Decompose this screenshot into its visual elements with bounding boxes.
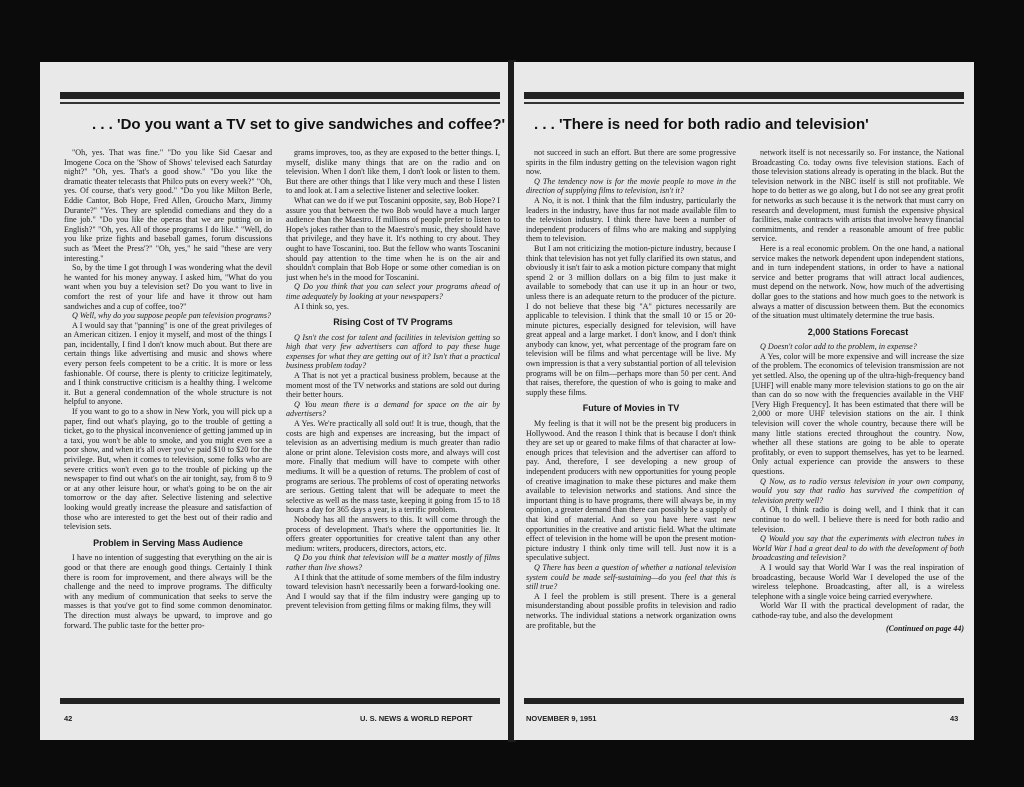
bottom-rule [524,698,964,704]
subheading: Problem in Serving Mass Audience [93,537,243,548]
paragraph: But I am not criticizing the motion-picture industry, because I think that television has not yet fully clarified its own status, and obviously it isn't fair to ask a motion picture company that might spend 2 or 3 million dollars on a big film to just make it available to somebody that can use it up in an hour or two, unless there is an adequate return to the producer of the picture. I do not believe that these big "A" pictures necessarily are applicable to television. I think that the small 10 or 15 or 20-minute pictures, especially designed for television, will have great appeal and a large market. I don't know, and I don't think anybody can know, yet, what percentage of the program fare on television will be films and what percentage will be live. My own impression is that a very substantial portion of all television programs will be on film—perhaps more than 50 per cent. And that raises, therefore, the question of who is going to make and supply these films. [526,243,736,397]
question-paragraph: Q You mean there is a demand for space on the air by advertisers? [286,399,500,419]
left-column-2 [286,148,500,696]
paragraph: My feeling is that it will not be the present big producers in Hollywood. And the reason I think that is because I don't think they are set up or geared to make films of that character at low-enough prices that television and the advertiser can afford to pay. And, therefore, I see developing a new group of independent producers with new opportunities for young people of creative imagination to make these pictures and make them available to television networks and stations. And since the important thing is to have programs, there will always be, in my opinion, a greater demand than there can possibly be a supply of that kind of material. And so you have here vast new opportunities in the creative and artistic field. What the ultimate effect of television in the home will be upon the present motion-picture industry I think only time will tell. Just now it is a speculative subject. [526,419,736,563]
question-paragraph: Q Well, why do you suppose people pan television programs? [72,311,272,321]
paragraph: World War II with the practical development of radar, the cathode-ray tube, and also the development [752,601,964,620]
paragraph: A Yes, color will be more expensive and will increase the size of the problem. The economics of television transmission are not yet settled. Also, the opening up of the ultra-high-frequency band [UHF] will enable many more television stations to go on the air than can do so now with the frequencies available in the VHF [Very High Frequency]. It has been estimated that there will be 2,000 or more UHF television stations on the air. I think television will cover the whole country, because there will be many little stations erected throughout the country. Now, whether all these stations are going to be able to operate profitably, or even to support themselves, has yet to be learned. Only actual experience can provide the answers to these questions. [752,351,964,476]
paragraph: I have no intention of suggesting that everything on the air is good or that there are enough good things. Certainly I think there is room for improvement, and there always will be the challenge and the need to improve programs. The difficulty with any medium of communication that seeks to serve the masses is that you've got to find some common denominator. The direction must always be upward, to improve and go forward. The public taste for the better pro- [64,553,272,630]
paragraph: A Oh, I think radio is doing well, and I think that it can continue to do well. I believe there is need for both radio and television. [752,505,964,534]
right-headline: . . . 'There is need for both radio and television' [534,116,869,133]
question-paragraph: Q The tendency now is for the movie people to move in the direction of supplying films to television, isn't it? [526,176,736,196]
paragraph: A I think that the attitude of some members of the film industry toward television hasn't necessarily been a forward-looking one. And I would say that if the film industry were ganging up to prevent television from getting films or making films, they will [286,572,500,611]
paragraph: A No, it is not. I think that the film industry, particularly the leaders in the industry, have thus far not made available film to the television industry. I think there have been a number of independent producers of films who are making and supplying them to television. [526,195,736,244]
subheading: Rising Cost of TV Programs [333,317,453,328]
page-number-left: 42 [64,714,73,723]
paragraph: If you want to go to a show in New York, you will pick up a paper, find out what's playing, go to the trouble of getting a ticket, go to the physical inconvenience of getting jammed up in a taxi, you won't be able to smoke, and you might even see a poor show, and when it's all over you've paid $10 to $20 for the privilege. But, when it comes to television, some folks who are severe critics won't even go to the trouble of picking up the newspaper to find out what's on the air tonight, say, from 8 to 9 or at any other leisure hour, or what's going to be on the air tomorrow or the day after. Selective listening and selective looking would greatly increase the pleasure and satisfaction of those who are interested to get the best out of their radio and television sets. [64,407,272,532]
continued-note: (Continued on page 44) [885,623,964,633]
paragraph: A I feel the problem is still present. There is a general misunderstanding about possible profits in television and radio networks. The individual stations a network organization owns are profitable, but the [526,591,736,630]
paragraph: A I would say that World War I was the real inspiration of broadcasting, because World War I developed the use of the wireless telephone. Broadcasting, after all, is a wireless telephone with a single voice being carried everywhere. [752,562,964,601]
paragraph: not succeed in such an effort. But there are some progressive spirits in the film industry getting on the television wagon right now. [526,148,736,177]
question-paragraph: Q Do you think that television will be a matter mostly of films rather than live shows? [286,553,500,572]
question-paragraph: Q Doesn't color add to the problem, in expense? [760,342,917,352]
subheading: Future of Movies in TV [582,403,680,414]
question-paragraph: Q There has been a question of whether a national television system could be made self-sustaining—do you feel that this is still true? [526,562,736,592]
top-rule [524,92,964,99]
paragraph: grams improves, too, as they are exposed to the better things. I, myself, dislike many things that are on the radio and on television. When I don't like them, I don't look or listen to them. But there are other things that I like very much and these I listen to and look at. I am a selective listener and selective looker. [286,148,500,196]
paragraph: network itself is not necessarily so. For instance, the National Broadcasting Co. today owns five television stations. Each of those television stations already is operating in the black. But the television network in the NBC itself is still not profitable. We hope to do better as we go along, but I do not see any great profit for networks as such because it is the network that must carry on research and development, must furnish the expensive physical facilities, make contracts with artists that involve heavy financial commitments, and render a reasonable amount of free public service. [752,148,964,244]
paragraph: "Oh, yes. That was fine." "Do you like Sid Caesar and Imogene Coca on the 'Show of Shows' televised each Saturday night?" "Oh, yes. That's a good show." "Do you like the dramatic theater telecasts that Philco puts on every week?" "Oh, yes. Of course, that's very good." "Do you like Milton Berle, Eddie Cantor, Bob Hope, Fred Allen, Groucho Marx, Jimmy Durante?" "Yes. They are splendid comedians and they do a fine job." "Do you like the operas that we are putting on in English?" "Oh, yes. All of those programs I do like." "Well, do you like prize fights and baseball games, forum discussions such as 'Meet the Press'?" "Oh, yes," he said "these are very interesting." [64,148,272,263]
subheading: 2,000 Stations Forecast [807,326,909,337]
issue-date: NOVEMBER 9, 1951 [526,714,597,723]
top-rule [60,92,500,99]
bottom-rule [60,698,500,704]
paragraph: So, by the time I got through I was wondering what the devil he wanted for his money anyway. I asked him, "What do you want when you buy a television set? Do you want to live in comfort the rest of your life and have it throw out ham sandwiches and a cup of coffee, too?" [64,263,272,311]
right-column-1 [526,148,736,696]
left-column-1 [64,148,272,696]
right-column-2 [752,148,964,696]
page-number-right: 43 [950,714,959,723]
paragraph: What can we do if we put Toscanini opposite, say, Bob Hope? I assure you that between the two Bob would have a much larger audience than the Maestro. If millions of people prefer to listen to Hope's jokes rather than to the Maestro's music, they should have that privilege, and they have it. It's nothing to cry about. They ought to have Toscanini, too. But the fellow who wants Toscanini should pay attention to the time when he is on the air and shouldn't complain that Bob Hope or some other comedian is on just when he's in the mood for Toscanini. [286,195,500,282]
left-page [40,62,510,740]
paragraph: A Yes. We're practically all sold out! It is true, though, that the costs are high and expenses are increasing, but the impact of television as an advertising medium is much greater than radio alone or print alone. Television costs more, and always will cost more. Finally that medium will have to compete with other mediums. It will be a question of returns. The problem of cost of programs are serious. The problems of cost of operating networks are serious. Getting talent that will be adequate to meet the selective as well as the mass taste, keeping it going from 15 to 18 hours a day for 365 days a year, is a terrific problem. [286,419,500,515]
paragraph: A That is not yet a practical business problem, because at the moment most of the TV networks and stations are sold out during their better hours. [286,371,500,400]
publication-name: U. S. NEWS & WORLD REPORT [360,714,473,723]
right-page [514,62,974,740]
top-thin-rule [524,102,964,104]
paragraph: Nobody has all the answers to this. It will come through the process of development. That's where the opportunities lie. It offers greater opportunities for creative talent than any other medium: writers, producers, directors, actors, etc. [286,514,500,553]
paragraph: Here is a real economic problem. On the one hand, a national service makes the network dependent upon independent stations, and in turn independent stations, in order to have a national service and better programs that will attract local audiences, must depend on the network. Now, how much of the advertising dollar goes to the stations and how much goes to the network is always a matter of discussion between them. But the economics of the situation must ultimately determine the true basis. [752,243,964,321]
question-paragraph: Q Now, as to radio versus television in your own company, would you say that radio has survived the competition of television pretty well? [752,476,964,505]
paragraph: A I would say that "panning" is one of the great privileges of an American citizen. I enjoy it myself, and most of the things I pan, incidentally, I find I don't know much about. But there are certain things like advertising and music and shows where every person feels competent to be a critic. It is more or less fashionable. Of course, there is plenty to criticize legitimately, and I think constructive criticism is a healthy thing. I welcome it. But a general condemnation of the whole structure is not helpful to anyone. [64,320,272,407]
question-paragraph: Q Do you think that you can select your programs ahead of time adequately by looking at your newspapers? [286,282,500,301]
left-headline: . . . 'Do you want a TV set to give sandwiches and coffee?' [92,116,506,133]
question-paragraph: Q Would you say that the experiments with electron tubes in World War I had a great deal to do with the development of both broadcasting and television? [752,534,964,563]
top-thin-rule [60,102,500,104]
paragraph: A I think so, yes. [294,301,349,311]
question-paragraph: Q Isn't the cost for talent and facilities in television getting so high that very few advertisers can afford to pay these huge expenses for what they are getting out of it? Isn't that a practical business problem today? [286,332,500,371]
